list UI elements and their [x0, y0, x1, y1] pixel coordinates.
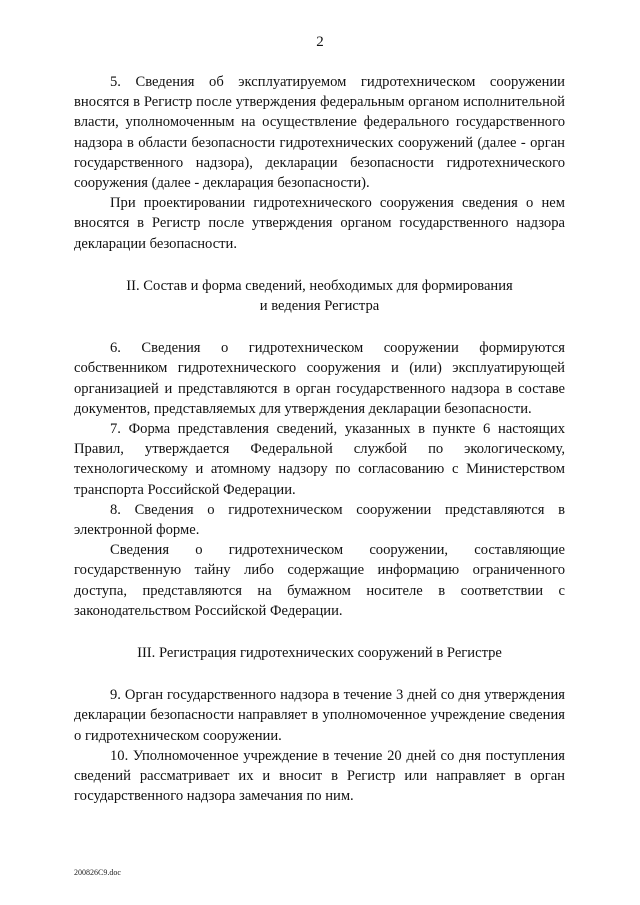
- document-body: [74, 72, 565, 807]
- paragraph-8: 8. Сведения о гидротехническом сооружении представляются в электронной форме.: [74, 501, 565, 539]
- section-2-heading-line2: и ведения Регистра: [259, 298, 380, 315]
- paragraph-6: 6. Сведения о гидротехническом сооружении формируются собственником гидротехнического сооружения и (или) эксплуатирующей организацией и представляются в орган государственного надзора в составе документов, представляемых для утверждения декларации безопасности.: [74, 340, 565, 417]
- paragraph-5: 5. Сведения об эксплуатируемом гидротехническом сооружении вносятся в Регистр после утверждения федеральным органом исполнительной власти, уполномоченным на осуществление федерального государственного надзора в области безопасности гидротехнических сооружений (далее - орган государственного надзора), декларации безопасности гидротехнического сооружения (далее - декларация безопасности).: [74, 74, 565, 192]
- paragraph-9: 9. Орган государственного надзора в течение 3 дней со дня утверждения декларации безопасности направляет в уполномоченное учреждение сведения о гидротехническом сооружении.: [74, 687, 565, 744]
- section-2-heading-line1: II. Состав и форма сведений, необходимых для формирования: [126, 277, 513, 294]
- section-3-heading-line: III. Регистрация гидротехнических сооружений в Регистре: [137, 645, 502, 662]
- section-3-heading: [74, 643, 565, 663]
- paragraph-design: При проектировании гидротехнического сооружения сведения о нем вносятся в Регистр после утверждения органом государственного надзора декларации безопасности.: [74, 195, 565, 252]
- section-3-body: [74, 685, 565, 806]
- page-number: 2: [316, 34, 324, 50]
- section-2-body: [74, 338, 565, 621]
- paragraph-10: 10. Уполномоченное учреждение в течение 20 дней со дня поступления сведений рассматривает их и вносит в Регистр или направляет в орган государственного надзора замечания по ним.: [74, 747, 565, 805]
- paragraph-8-secret: Сведения о гидротехническом сооружении, составляющие государственную тайну либо содержащие информацию ограниченного доступа, представляются на бумажном носителе в соответствии с законодательством Российской Федерации.: [74, 542, 565, 619]
- section-2-heading: [74, 276, 565, 316]
- paragraph-7: 7. Форма представления сведений, указанных в пункте 6 настоящих Правил, утверждается Федеральной службой по экологическому, технологическому и атомному надзору по согласованию с Министерством транспорта Российской Федерации.: [74, 421, 565, 498]
- document-footer-filename: 200826C9.doc: [74, 868, 121, 877]
